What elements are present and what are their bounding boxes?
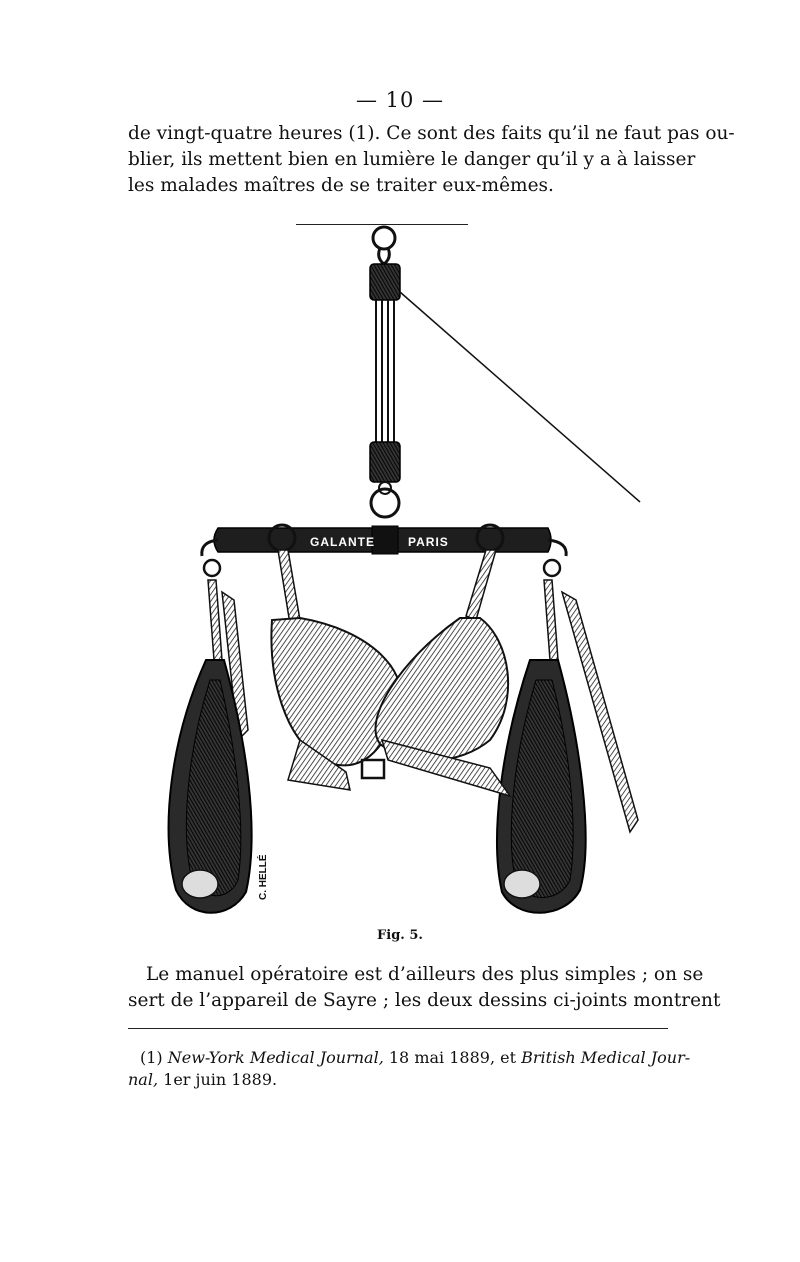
figure-caption: Fig. 5. (377, 928, 423, 943)
upper-pulley-block (370, 264, 400, 300)
footnote-journal-2: British Medical Jour- (521, 1048, 691, 1067)
footnote-line-1 (128, 1047, 691, 1069)
bar-text-left: GALANTE (310, 535, 375, 549)
footnote-date-1: 18 mai 1889, et (388, 1048, 517, 1067)
suspension-apparatus-drawing (150, 220, 650, 925)
engraver-signature: C. HELLÉ (258, 854, 269, 900)
footnote-journal-2-end: nal, (128, 1070, 159, 1089)
footnote-marker: (1) (140, 1048, 163, 1067)
page-number: — 10 — (355, 88, 445, 112)
occiput-strap (376, 618, 509, 760)
footnote-rule (128, 1028, 668, 1029)
bar-text-right: PARIS (408, 535, 449, 549)
suspension-apparatus-illustration (150, 220, 650, 925)
top-paragraph (128, 121, 735, 199)
footnote-date-2: 1er juin 1889. (163, 1070, 278, 1089)
footnote-journal-1: New-York Medical Journal, (167, 1048, 384, 1067)
paragraph-line: les malades maîtres de se traiter eux-mêmes. (128, 175, 554, 196)
top-ring-icon (373, 227, 395, 249)
bottom-paragraph (128, 962, 721, 1014)
paragraph-line: Le manuel opératoire est d’ailleurs des plus simples ; on se (146, 964, 704, 985)
footnote (128, 1047, 691, 1091)
buckle (362, 760, 384, 778)
pull-cord (400, 292, 640, 502)
paragraph-line: blier, ils mettent bien en lumière le danger qu’il y a à laisser (128, 149, 696, 170)
footnote-line-2 (128, 1069, 676, 1091)
lower-pulley-block (370, 442, 400, 482)
paragraph-line: de vingt-quatre heures (1). Ce sont des faits qu’il ne faut pas ou- (128, 123, 735, 144)
paragraph-line: sert de l’appareil de Sayre ; les deux dessins ci-joints montrent (128, 990, 721, 1011)
